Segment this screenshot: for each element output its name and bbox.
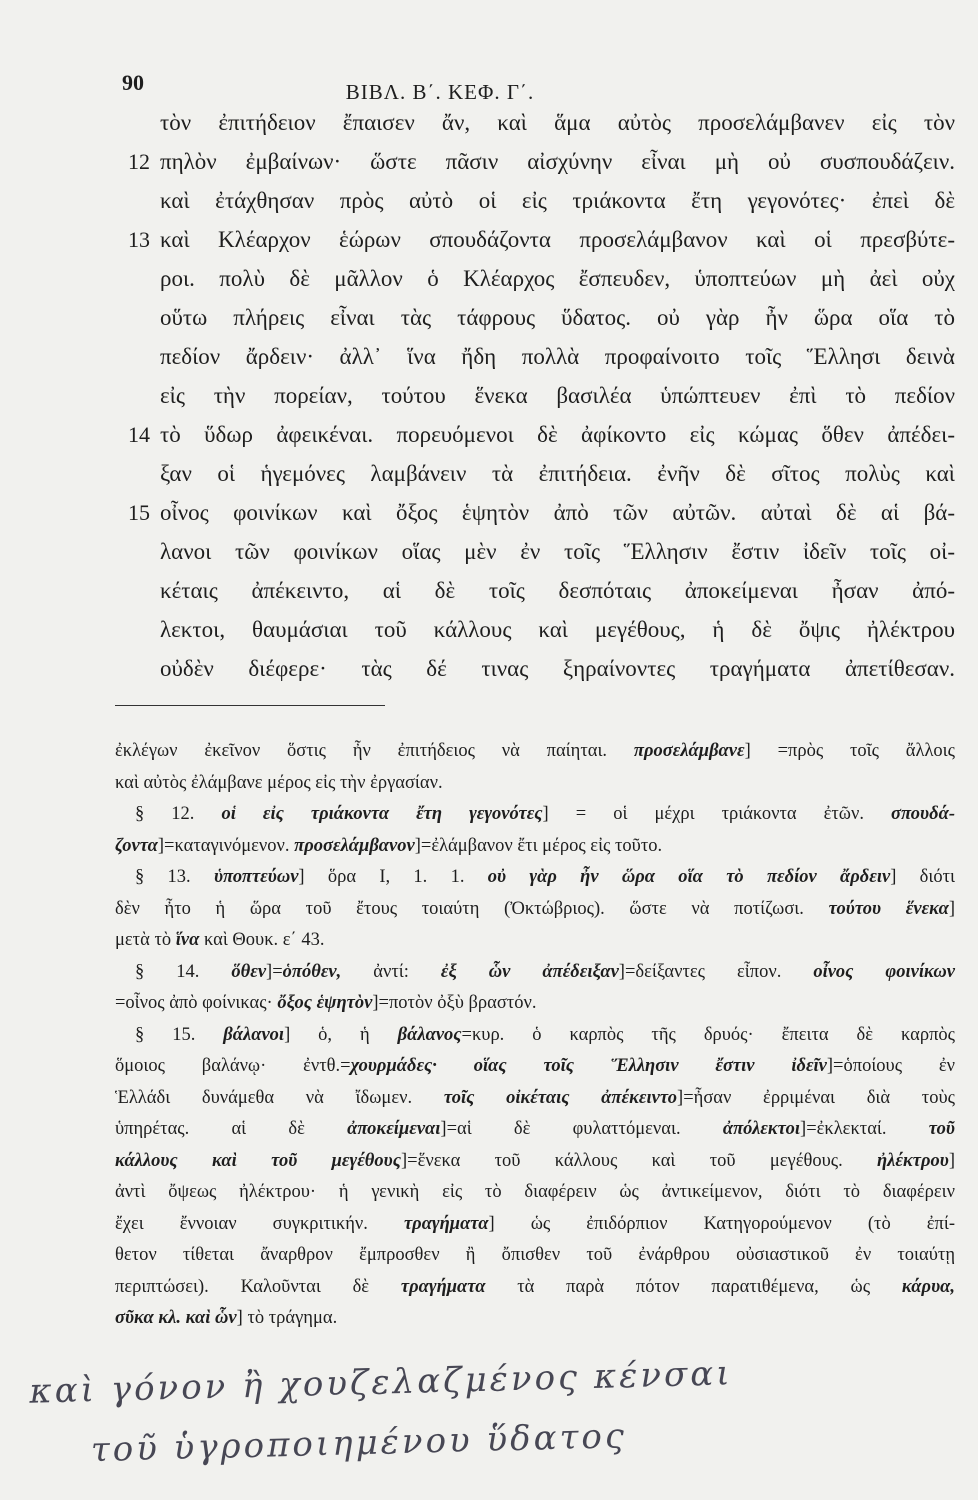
section-number: 14: [128, 422, 150, 447]
note-text: δὲν ἦτο ἡ ὥρα τοῦ ἔτους τοιαύτη (Ὀκτώβριος). ὥστε νὰ ποτίζωσι.: [115, 898, 829, 919]
handwritten-note: [29, 1338, 932, 1482]
lemma: ζοντα: [115, 835, 158, 856]
note-line: [115, 925, 955, 957]
note-text: § 12.: [135, 804, 222, 824]
footnote-divider: [115, 705, 385, 706]
text-line: εἰς τὴν πορείαν, τούτου ἕνεκα βασιλέα ὑπώπτευεν ἐπὶ τὸ πεδίον: [160, 383, 955, 408]
note-text: =κυρ. ὁ καρπὸς τῆς δρυός· ἔπειτα δὲ καρπὸς: [461, 1024, 956, 1045]
note-text: τὰ παρὰ πότον παρατιθέμενα, ὡς: [485, 1276, 902, 1297]
lemma: τούτου ἕνεκα: [828, 898, 949, 919]
note-line: [115, 862, 955, 894]
note-text: ] ὁ, ἡ: [284, 1024, 398, 1045]
lemma: βάλανοι: [223, 1024, 285, 1045]
lemma: σπουδά-: [891, 804, 955, 824]
text-line: λανοι τῶν φοινίκων οἵας μὲν ἐν τοῖς Ἕλλησιν ἔστιν ἰδεῖν τοῖς οἰ-: [160, 539, 955, 564]
text-line: τὸ ὕδωρ ἀφεικέναι. πορευόμενοι δὲ ἀφίκοντο εἰς κώμας ὅθεν ἀπέδει- 14: [160, 415, 955, 454]
note-line: [115, 1303, 955, 1335]
note-text: ]: [948, 1150, 955, 1171]
text-line: οἶνος φοινίκων καὶ ὄξος ἑψητὸν ἀπὸ τῶν αὐτῶν. αὐταὶ δὲ αἱ βά- 15: [160, 493, 955, 532]
text-line: ροι. πολὺ δὲ μᾶλλον ὁ Κλέαρχος ἔσπευδεν, ὑποπτεύων μὴ ἀεὶ οὐχ: [160, 266, 955, 291]
note-text: ἀντὶ ὄψεως ἠλέκτρου· ἡ γενικὴ εἰς τὸ διαφέρειν ὡς ἀντικείμενον, διότι τὸ διαφέρειν: [115, 1182, 955, 1202]
note-text: ] τὸ τράγημα.: [236, 1308, 338, 1328]
note-line: [115, 1146, 955, 1178]
section-number: 15: [128, 500, 150, 525]
note-text: ]: [948, 898, 955, 919]
lemma: προσελάμβανε: [633, 741, 745, 761]
lemma: οἱ εἰς τριάκοντα ἔτη γεγονότες: [221, 804, 543, 824]
text-line: λεκτοι, θαυμάσιαι τοῦ κάλλους καὶ μεγέθους, ἡ δὲ ὄψις ἠλέκτρου: [160, 617, 955, 642]
note-text: ]=ἕνεκα τοῦ κάλλους καὶ τοῦ μεγέθους.: [400, 1150, 878, 1171]
note-text: ]=ἐκλεκταί.: [800, 1119, 929, 1139]
note-line: [115, 799, 955, 831]
lemma: βάλανος: [397, 1024, 462, 1045]
lemma: οἶνος φοινίκων: [813, 961, 956, 982]
note-text: § 15.: [135, 1024, 224, 1045]
note-text: ]=ἐλάμβανον ἔτι μέρος εἰς τοῦτο.: [414, 835, 663, 856]
note-text: ἐκλέγων ἐκεῖνον ὅστις ἦν ἐπιτήδειος νὰ παίηται.: [115, 741, 634, 761]
text-line: ξαν οἱ ἡγεμόνες λαμβάνειν τὰ ἐπιτήδεια. ἐνῆν δὲ σῖτος πολὺς καὶ: [160, 461, 955, 486]
lemma: ἀποκείμεναι: [347, 1119, 441, 1139]
note-text: ]=δείξαντες εἶπον.: [618, 961, 814, 982]
note-text: =οἶνος ἀπὸ φοίνικας·: [115, 993, 278, 1013]
lemma: ὅθεν: [231, 961, 267, 982]
note-line: [115, 1083, 955, 1115]
note-text: καὶ Θουκ. ε΄ 43.: [199, 930, 325, 950]
note-text: Ἑλλάδι δυνάμεθα νὰ ἴδωμεν.: [115, 1087, 444, 1108]
note-text: ]=ποτὸν ὀξὺ βραστόν.: [372, 993, 537, 1013]
note-line: [115, 957, 955, 989]
note-line: [115, 988, 955, 1020]
lemma: κάλλους καὶ τοῦ μεγέθους: [115, 1150, 401, 1171]
text-line: πηλὸν ἐμβαίνων· ὥστε πᾶσιν αἰσχύνην εἶναι μὴ οὐ συσπουδάζειν. 12: [160, 142, 955, 181]
note-text: θετον τίθεται ἄναρθρον ἔμπροσθεν ἢ ὄπισθεν τοῦ ἐνάρθρου οὐσιαστικοῦ ἐν τοιαύτῃ: [115, 1245, 955, 1265]
note-text: ]=ὁποίους ἐν: [826, 1056, 956, 1076]
lemma: ὁπόθεν,: [282, 961, 342, 982]
note-line: [115, 831, 955, 863]
note-text: ]=ἦσαν ἐρριμέναι διὰ τοὺς: [677, 1087, 955, 1108]
lemma: τοῖς οἰκέταις ἀπέκειντο: [443, 1087, 678, 1108]
text-line: κέταις ἀπέκειντο, αἱ δὲ τοῖς δεσπόταις ἀποκείμεναι ἦσαν ἀπό-: [160, 578, 955, 603]
lemma: κάρυα,: [901, 1276, 955, 1297]
note-text: ] ὡς ἐπιδόρπιον Κατηγορούμενον (τὸ ἐπί-: [488, 1213, 956, 1234]
lemma: ἵνα: [175, 930, 200, 950]
note-line: [115, 1209, 955, 1241]
lemma: προσελάμβανον: [294, 835, 415, 856]
lemma: τραγήματα: [400, 1276, 486, 1297]
section-number: 12: [128, 149, 150, 174]
note-text: ] =πρὸς τοῖς ἄλλοις: [744, 741, 955, 761]
note-line: [115, 1240, 955, 1272]
note-text: § 14.: [135, 961, 232, 982]
note-line: [115, 894, 955, 926]
note-text: ὑπηρέτας. αἱ δὲ: [115, 1119, 348, 1139]
text-line: οὕτω πλήρεις εἶναι τὰς τάφρους ὕδατος. οὐ γὰρ ἦν ὥρα οἵα τὸ: [160, 305, 955, 330]
note-line: [115, 1177, 955, 1209]
handwritten-line: τοῦ ὑγροποιημένου ὕδατος: [90, 1416, 628, 1471]
running-head: ΒΙΒΛ. Β΄. ΚΕΦ. Γ΄.: [345, 80, 535, 104]
note-text: ἀντί:: [341, 961, 441, 982]
note-text: ] διότι: [890, 867, 956, 887]
lemma: ὄξος ἑψητὸν: [277, 993, 373, 1013]
note-text: ]=αἱ δὲ φυλαττόμεναι.: [440, 1119, 723, 1139]
lemma: σῦκα κλ. καὶ ὧν: [115, 1308, 237, 1328]
handwritten-line: καὶ γόνον ἢ χουζελαζμένος κένσαι: [28, 1353, 734, 1412]
page-number: 90: [122, 70, 144, 95]
note-line: [115, 736, 955, 768]
main-text: [128, 103, 955, 688]
note-text: ] = οἱ μέχρι τριάκοντα ἐτῶν.: [542, 804, 891, 824]
note-text: περιπτώσει). Καλοῦνται δὲ: [115, 1276, 401, 1297]
note-text: ] ὅρα Ι, 1. 1.: [298, 867, 488, 887]
note-text: ]=: [266, 961, 283, 982]
lemma: τραγήματα: [403, 1213, 489, 1234]
note-line: [115, 1114, 955, 1146]
note-line: [115, 1051, 955, 1083]
lemma: ἀπόλεκτοι: [722, 1119, 801, 1139]
note-line: [115, 768, 955, 800]
text-line: καὶ Κλέαρχον ἑώρων σπουδάζοντα προσελάμβανον καὶ οἱ πρεσβύτε- 13: [160, 220, 955, 259]
note-line: [115, 1272, 955, 1304]
lemma: ὑποπτεύων: [213, 867, 299, 887]
note-text: μετὰ τὸ: [115, 930, 176, 950]
lemma: χουρμάδες· οἵας τοῖς Ἕλλησιν ἔστιν ἰδεῖν: [350, 1056, 827, 1076]
text-line: οὐδὲν διέφερε· τὰς δέ τινας ξηραίνοντες τραγήματα ἀπετίθεσαν.: [160, 656, 955, 681]
note-text: καὶ αὐτὸς ἐλάμβανε μέρος εἰς τὴν ἐργασίαν.: [115, 772, 443, 793]
note-text: ]=καταγινόμενον.: [157, 835, 295, 856]
lemma: ἠλέκτρου: [877, 1150, 949, 1171]
lemma: ἐξ ὧν ἀπέδειξαν: [440, 961, 619, 982]
commentary-notes: [115, 736, 955, 1335]
lemma: οὐ γὰρ ἦν ὥρα οἵα τὸ πεδίον ἄρδειν: [487, 867, 891, 887]
note-text: § 13.: [135, 867, 214, 887]
text-line: καὶ ἐτάχθησαν πρὸς αὐτὸ οἱ εἰς τριάκοντα ἔτη γεγονότες· ἐπεὶ δὲ: [160, 188, 955, 213]
lemma: τοῦ: [928, 1119, 955, 1139]
text-line: τὸν ἐπιτήδειον ἔπαισεν ἄν, καὶ ἅμα αὐτὸς προσελάμβανεν εἰς τὸν: [160, 110, 955, 135]
note-line: [115, 1020, 955, 1052]
note-text: ὅμοιος βαλάνῳ· ἐντθ.=: [115, 1056, 351, 1076]
note-text: ἔχει ἔννοιαν συγκριτικήν.: [115, 1213, 404, 1234]
section-number: 13: [128, 227, 150, 252]
text-line: πεδίον ἄρδειν· ἀλλ᾽ ἵνα ἤδη πολλὰ προφαίνοιτο τοῖς Ἕλλησι δεινὰ: [160, 344, 955, 369]
